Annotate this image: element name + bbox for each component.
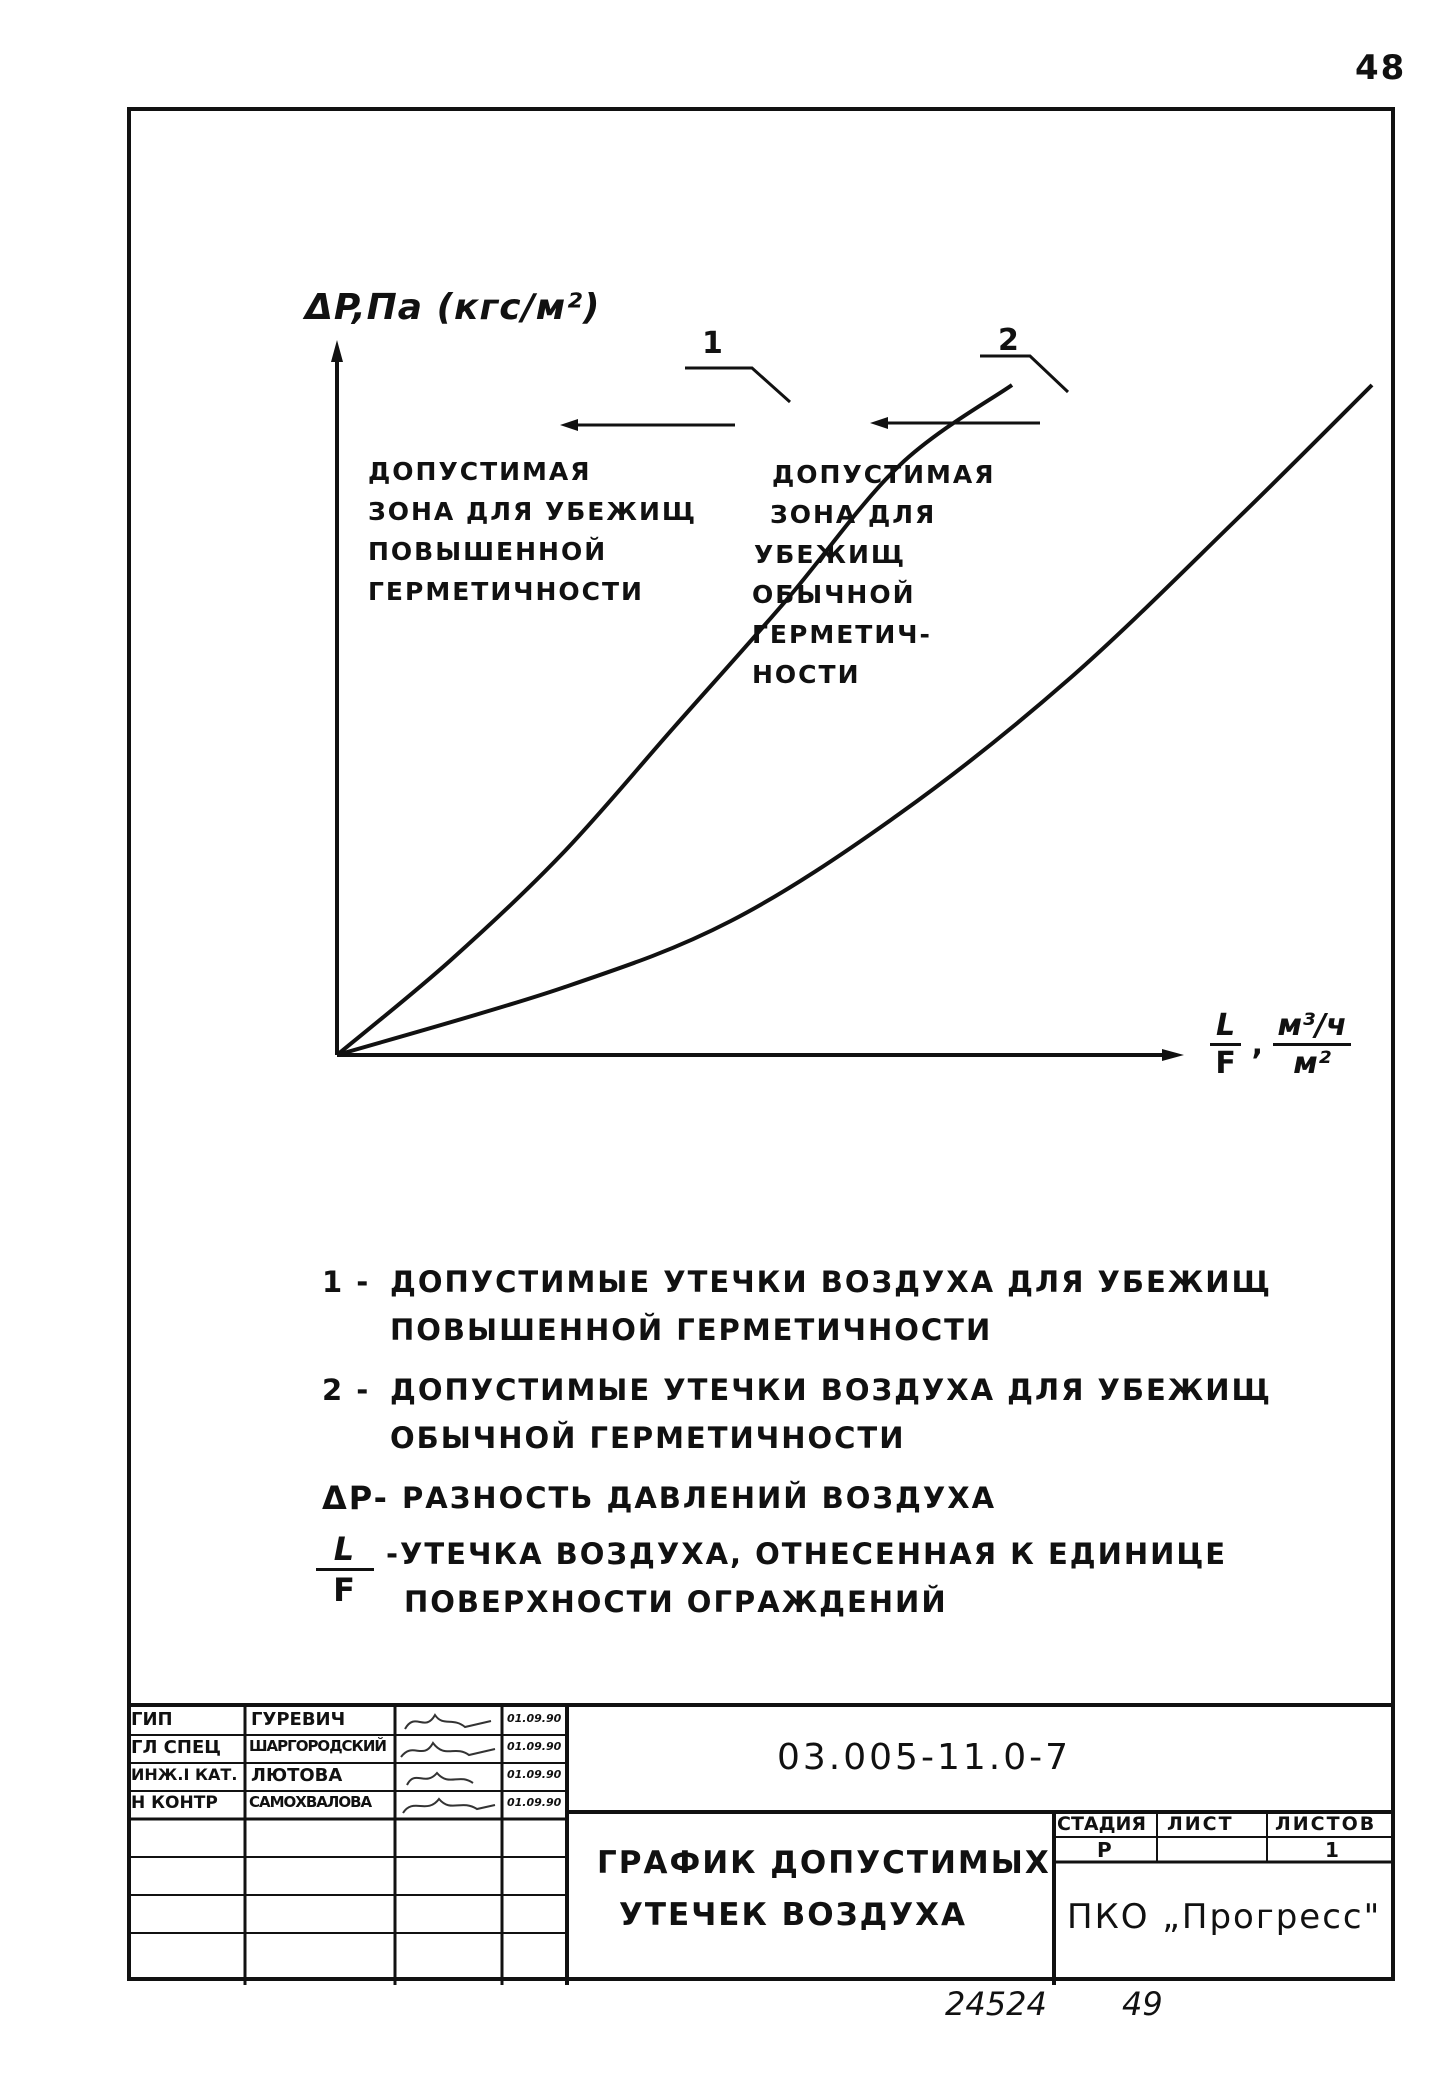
footer-page: 49	[1122, 1985, 1163, 2023]
x-axis-arrow	[1162, 1049, 1184, 1061]
tb-signatures	[395, 1707, 502, 1819]
tb-title-line: УТЕЧЕК ВОЗДУХА	[619, 1897, 967, 1933]
y-axis-label: ΔP,Па (кгс/м²)	[305, 287, 601, 328]
zone-left-line: ЗОНА ДЛЯ УБЕЖИЩ	[368, 497, 698, 526]
zone-right-text	[752, 455, 996, 695]
zone-left-line: ГЕРМЕТИЧНОСТИ	[368, 577, 644, 606]
tb-date-3: 01.09.90	[507, 1768, 562, 1781]
legend-item-4	[304, 1530, 1362, 1626]
tb-doc-code: 03.005-11.0-7	[777, 1737, 1072, 1778]
legend-fraction-den: F	[333, 1571, 357, 1609]
zone-right-line: ЗОНА ДЛЯ	[770, 500, 937, 529]
zone-left-line: ДОПУСТИМАЯ	[368, 457, 592, 486]
tb-role-inzh: ИНЖ.I КАТ.	[131, 1765, 238, 1784]
tb-date-1: 01.09.90	[507, 1712, 562, 1725]
tb-stage-header: СТАДИЯ	[1057, 1813, 1147, 1835]
legend-line: -УТЕЧКА ВОЗДУХА, ОТНЕСЕННАЯ К ЕДИНИЦЕ	[386, 1537, 1228, 1571]
legend-marker: 2 -	[322, 1373, 371, 1407]
tb-date-4: 01.09.90	[507, 1796, 562, 1809]
legend-item-2	[322, 1366, 1362, 1462]
tb-sheets-header: ЛИСТОВ	[1275, 1813, 1377, 1835]
legend-line: ПОВЫШЕННОЙ ГЕРМЕТИЧНОСТИ	[390, 1313, 993, 1347]
zone-left-line: ПОВЫШЕННОЙ	[368, 537, 608, 566]
legend-line: ДОПУСТИМЫЕ УТЕЧКИ ВОЗДУХА ДЛЯ УБЕЖИЩ	[390, 1265, 1272, 1299]
tb-name-3: ЛЮТОВА	[251, 1765, 343, 1786]
tb-title-line: ГРАФИК ДОПУСТИМЫХ	[597, 1845, 1051, 1881]
curve-1-label: 1	[702, 326, 725, 361]
legend	[322, 1258, 1362, 1626]
legend-marker: ΔP-	[322, 1479, 389, 1517]
zone-right-line: ОБЫЧНОЙ	[752, 580, 916, 609]
tb-stage-value: Р	[1097, 1838, 1114, 1862]
zone-1-arrowhead	[560, 419, 578, 431]
page-number: 48	[1355, 48, 1407, 88]
tb-sheets-value: 1	[1325, 1838, 1341, 1862]
legend-line: ПОВЕРХНОСТИ ОГРАЖДЕНИЙ	[404, 1585, 948, 1619]
curve-2-leader	[980, 356, 1068, 392]
tb-name-4: САМОХВАЛОВА	[249, 1793, 372, 1811]
zone-right-line: НОСТИ	[752, 660, 861, 689]
y-axis-arrow	[331, 340, 343, 362]
zone-right-line: УБЕЖИЩ	[754, 540, 907, 569]
legend-marker: 1 -	[322, 1265, 371, 1299]
tb-date-2: 01.09.90	[507, 1740, 562, 1753]
x-label-unit-denominator: м²	[1293, 1046, 1331, 1081]
tb-role-nkontr: Н КОНТР	[131, 1793, 218, 1813]
zone-left-text	[368, 452, 697, 612]
legend-fraction-num: L	[316, 1530, 374, 1571]
title-block	[127, 1703, 1395, 1985]
curve-2-label: 2	[998, 323, 1021, 358]
x-label-unit-numerator: м³/ч	[1273, 1008, 1350, 1046]
tb-role-gip: ГИП	[131, 1709, 173, 1730]
legend-line: ОБЫЧНОЙ ГЕРМЕТИЧНОСТИ	[390, 1421, 906, 1455]
tb-name-1: ГУРЕВИЧ	[251, 1709, 346, 1730]
zone-2-arrowhead	[870, 417, 888, 429]
legend-item-3	[322, 1474, 1362, 1522]
x-label-denominator: F	[1215, 1046, 1236, 1081]
tb-title	[597, 1837, 1051, 1941]
legend-line: ДОПУСТИМЫЕ УТЕЧКИ ВОЗДУХА ДЛЯ УБЕЖИЩ	[390, 1373, 1272, 1407]
legend-item-1	[322, 1258, 1362, 1354]
tb-sheet-header: ЛИСТ	[1167, 1813, 1234, 1835]
tb-name-2: ШАРГОРОДСКИЙ	[249, 1737, 386, 1755]
x-label-numerator: L	[1210, 1008, 1241, 1046]
curve-1-leader	[685, 368, 790, 402]
legend-line: РАЗНОСТЬ ДАВЛЕНИЙ ВОЗДУХА	[402, 1481, 997, 1515]
footer-number: 24524	[945, 1985, 1047, 2023]
zone-right-line: ДОПУСТИМАЯ	[772, 460, 996, 489]
x-axis-label: $\frac{L}{F}$ , м³/ч м²	[1210, 1008, 1351, 1081]
zone-right-line: ГЕРМЕТИЧ-	[752, 620, 932, 649]
tb-organization: ПКО „Прогресс"	[1067, 1897, 1382, 1937]
tb-role-glspec: ГЛ СПЕЦ	[131, 1737, 221, 1758]
